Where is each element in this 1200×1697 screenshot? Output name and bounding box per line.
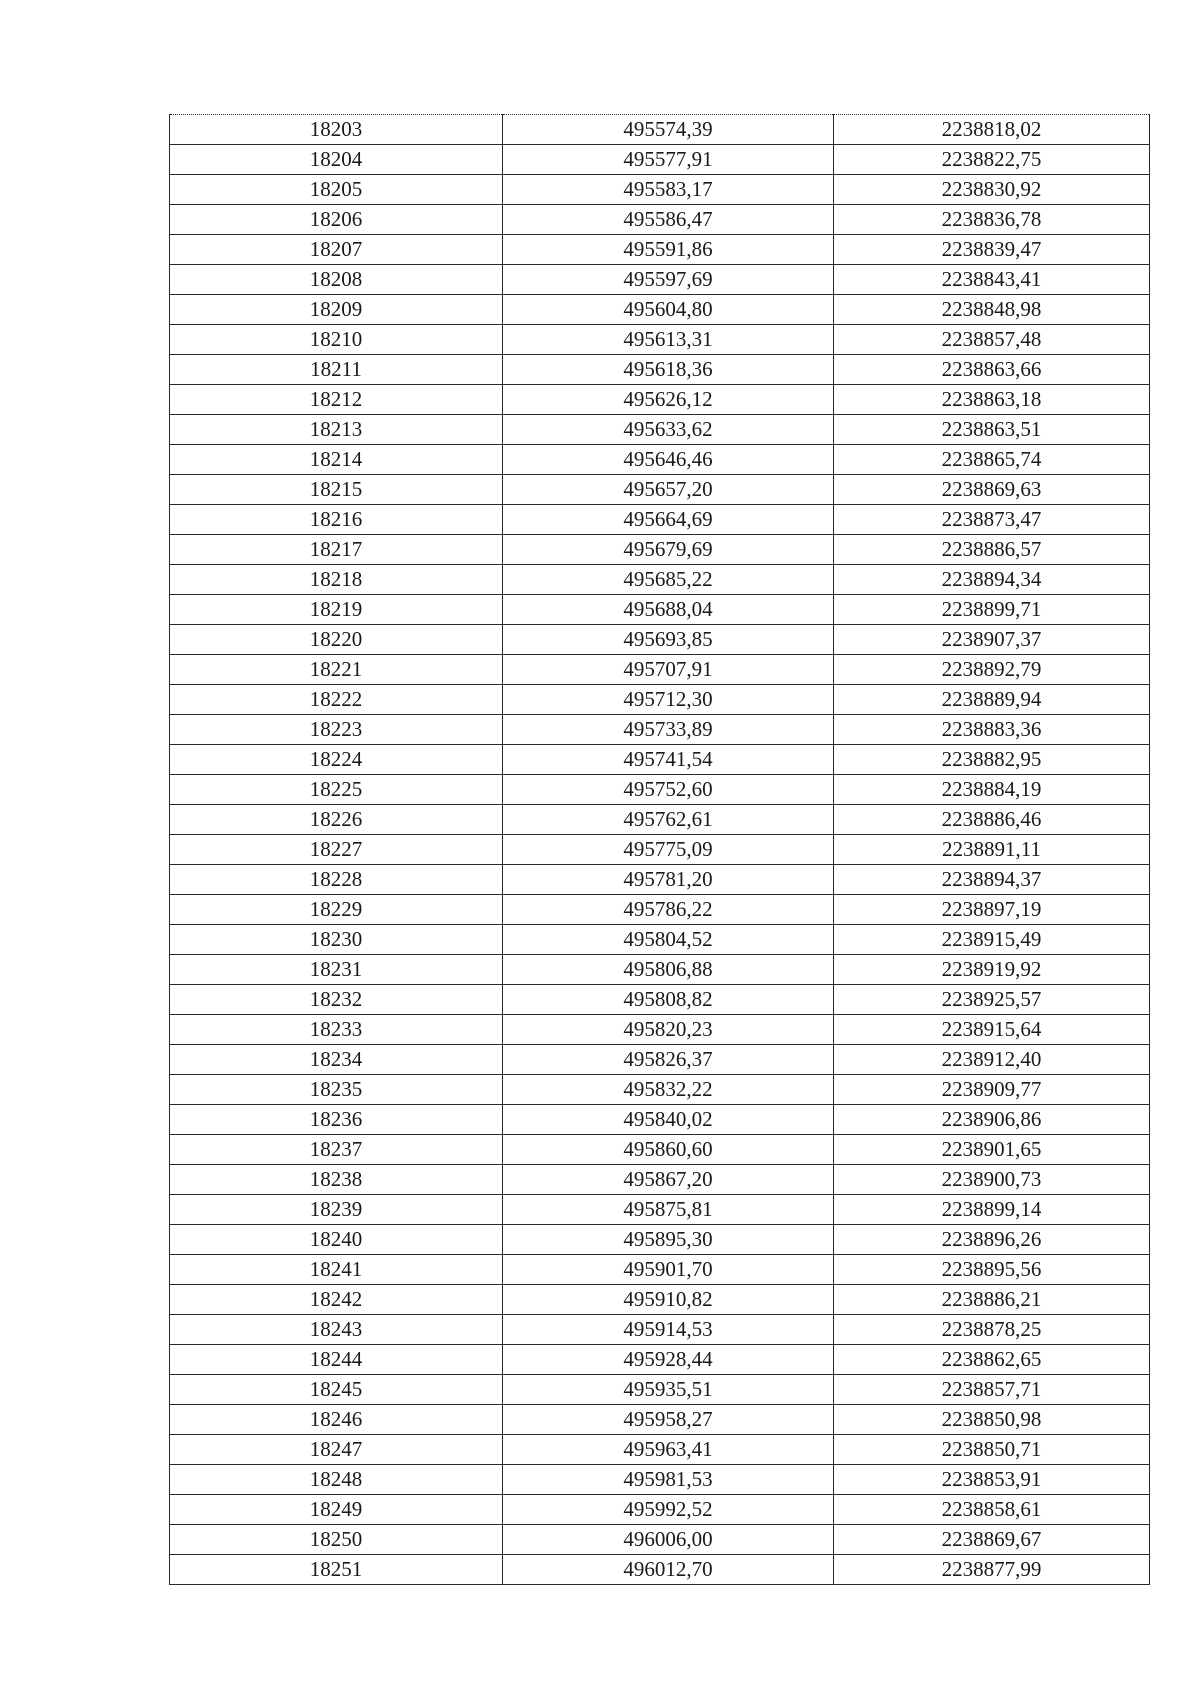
point-number-cell: 18217	[170, 535, 503, 565]
point-number-cell: 18241	[170, 1255, 503, 1285]
table-row	[170, 835, 1150, 865]
y-coordinate-cell: 2238900,73	[834, 1165, 1150, 1195]
table-row	[170, 1195, 1150, 1225]
point-number-cell: 18237	[170, 1135, 503, 1165]
table-row	[170, 175, 1150, 205]
y-coordinate-cell: 2238925,57	[834, 985, 1150, 1015]
table-row	[170, 1465, 1150, 1495]
y-coordinate-cell: 2238919,92	[834, 955, 1150, 985]
table-row	[170, 1375, 1150, 1405]
table-row	[170, 955, 1150, 985]
y-coordinate-cell: 2238889,94	[834, 685, 1150, 715]
table-row	[170, 745, 1150, 775]
table-row	[170, 985, 1150, 1015]
point-number-cell: 18232	[170, 985, 503, 1015]
x-coordinate-cell: 495664,69	[503, 505, 834, 535]
point-number-cell: 18222	[170, 685, 503, 715]
y-coordinate-cell: 2238886,21	[834, 1285, 1150, 1315]
x-coordinate-cell: 495626,12	[503, 385, 834, 415]
point-number-cell: 18204	[170, 145, 503, 175]
point-number-cell: 18218	[170, 565, 503, 595]
table-row	[170, 1525, 1150, 1555]
table-row	[170, 1225, 1150, 1255]
point-number-cell: 18235	[170, 1075, 503, 1105]
point-number-cell: 18214	[170, 445, 503, 475]
point-number-cell: 18239	[170, 1195, 503, 1225]
table-row	[170, 1255, 1150, 1285]
x-coordinate-cell: 496006,00	[503, 1525, 834, 1555]
table-row	[170, 1135, 1150, 1165]
x-coordinate-cell: 495914,53	[503, 1315, 834, 1345]
x-coordinate-cell: 495574,39	[503, 115, 834, 145]
x-coordinate-cell: 495618,36	[503, 355, 834, 385]
table-row	[170, 865, 1150, 895]
table-row	[170, 1165, 1150, 1195]
y-coordinate-cell: 2238899,14	[834, 1195, 1150, 1225]
y-coordinate-cell: 2238915,64	[834, 1015, 1150, 1045]
x-coordinate-cell: 495646,46	[503, 445, 834, 475]
point-number-cell: 18238	[170, 1165, 503, 1195]
point-number-cell: 18205	[170, 175, 503, 205]
y-coordinate-cell: 2238853,91	[834, 1465, 1150, 1495]
point-number-cell: 18211	[170, 355, 503, 385]
point-number-cell: 18230	[170, 925, 503, 955]
point-number-cell: 18229	[170, 895, 503, 925]
x-coordinate-cell: 495895,30	[503, 1225, 834, 1255]
table-row	[170, 115, 1150, 145]
table-row	[170, 355, 1150, 385]
table-row	[170, 475, 1150, 505]
x-coordinate-cell: 495707,91	[503, 655, 834, 685]
y-coordinate-cell: 2238882,95	[834, 745, 1150, 775]
y-coordinate-cell: 2238894,37	[834, 865, 1150, 895]
point-number-cell: 18242	[170, 1285, 503, 1315]
x-coordinate-cell: 495597,69	[503, 265, 834, 295]
point-number-cell: 18226	[170, 805, 503, 835]
table-row	[170, 1045, 1150, 1075]
table-row	[170, 925, 1150, 955]
table-row	[170, 595, 1150, 625]
table-row	[170, 535, 1150, 565]
y-coordinate-cell: 2238865,74	[834, 445, 1150, 475]
x-coordinate-cell: 495781,20	[503, 865, 834, 895]
y-coordinate-cell: 2238897,19	[834, 895, 1150, 925]
table-row	[170, 655, 1150, 685]
point-number-cell: 18236	[170, 1105, 503, 1135]
x-coordinate-cell: 495762,61	[503, 805, 834, 835]
point-number-cell: 18240	[170, 1225, 503, 1255]
point-number-cell: 18208	[170, 265, 503, 295]
x-coordinate-cell: 495733,89	[503, 715, 834, 745]
table-row	[170, 235, 1150, 265]
point-number-cell: 18212	[170, 385, 503, 415]
table-row	[170, 1345, 1150, 1375]
x-coordinate-cell: 495583,17	[503, 175, 834, 205]
table-row	[170, 295, 1150, 325]
y-coordinate-cell: 2238857,71	[834, 1375, 1150, 1405]
y-coordinate-cell: 2238857,48	[834, 325, 1150, 355]
x-coordinate-cell: 495613,31	[503, 325, 834, 355]
table-row	[170, 325, 1150, 355]
x-coordinate-cell: 495657,20	[503, 475, 834, 505]
y-coordinate-cell: 2238901,65	[834, 1135, 1150, 1165]
x-coordinate-cell: 495679,69	[503, 535, 834, 565]
point-number-cell: 18224	[170, 745, 503, 775]
y-coordinate-cell: 2238836,78	[834, 205, 1150, 235]
point-number-cell: 18206	[170, 205, 503, 235]
x-coordinate-cell: 495910,82	[503, 1285, 834, 1315]
y-coordinate-cell: 2238895,56	[834, 1255, 1150, 1285]
x-coordinate-cell: 495591,86	[503, 235, 834, 265]
y-coordinate-cell: 2238899,71	[834, 595, 1150, 625]
coordinates-table	[169, 114, 1150, 1585]
point-number-cell: 18219	[170, 595, 503, 625]
x-coordinate-cell: 495775,09	[503, 835, 834, 865]
table-row	[170, 1495, 1150, 1525]
point-number-cell: 18215	[170, 475, 503, 505]
y-coordinate-cell: 2238839,47	[834, 235, 1150, 265]
y-coordinate-cell: 2238896,26	[834, 1225, 1150, 1255]
table-row	[170, 1285, 1150, 1315]
point-number-cell: 18234	[170, 1045, 503, 1075]
x-coordinate-cell: 495935,51	[503, 1375, 834, 1405]
y-coordinate-cell: 2238843,41	[834, 265, 1150, 295]
y-coordinate-cell: 2238906,86	[834, 1105, 1150, 1135]
y-coordinate-cell: 2238884,19	[834, 775, 1150, 805]
x-coordinate-cell: 495820,23	[503, 1015, 834, 1045]
point-number-cell: 18249	[170, 1495, 503, 1525]
y-coordinate-cell: 2238883,36	[834, 715, 1150, 745]
table-row	[170, 1315, 1150, 1345]
table-row	[170, 385, 1150, 415]
point-number-cell: 18243	[170, 1315, 503, 1345]
x-coordinate-cell: 495867,20	[503, 1165, 834, 1195]
point-number-cell: 18221	[170, 655, 503, 685]
y-coordinate-cell: 2238822,75	[834, 145, 1150, 175]
table-row	[170, 415, 1150, 445]
point-number-cell: 18227	[170, 835, 503, 865]
point-number-cell: 18220	[170, 625, 503, 655]
table-row	[170, 1405, 1150, 1435]
y-coordinate-cell: 2238869,67	[834, 1525, 1150, 1555]
point-number-cell: 18203	[170, 115, 503, 145]
y-coordinate-cell: 2238830,92	[834, 175, 1150, 205]
table-row	[170, 265, 1150, 295]
point-number-cell: 18228	[170, 865, 503, 895]
table-row	[170, 565, 1150, 595]
y-coordinate-cell: 2238873,47	[834, 505, 1150, 535]
table-row	[170, 1015, 1150, 1045]
table-row	[170, 1105, 1150, 1135]
point-number-cell: 18225	[170, 775, 503, 805]
x-coordinate-cell: 495693,85	[503, 625, 834, 655]
y-coordinate-cell: 2238912,40	[834, 1045, 1150, 1075]
x-coordinate-cell: 495992,52	[503, 1495, 834, 1525]
x-coordinate-cell: 495804,52	[503, 925, 834, 955]
table-row	[170, 775, 1150, 805]
table-row	[170, 1075, 1150, 1105]
y-coordinate-cell: 2238863,18	[834, 385, 1150, 415]
point-number-cell: 18223	[170, 715, 503, 745]
x-coordinate-cell: 495901,70	[503, 1255, 834, 1285]
table-row	[170, 715, 1150, 745]
x-coordinate-cell: 495604,80	[503, 295, 834, 325]
x-coordinate-cell: 495958,27	[503, 1405, 834, 1435]
x-coordinate-cell: 495806,88	[503, 955, 834, 985]
table-row	[170, 895, 1150, 925]
x-coordinate-cell: 495963,41	[503, 1435, 834, 1465]
x-coordinate-cell: 495688,04	[503, 595, 834, 625]
x-coordinate-cell: 495633,62	[503, 415, 834, 445]
table-row	[170, 805, 1150, 835]
y-coordinate-cell: 2238877,99	[834, 1555, 1150, 1585]
point-number-cell: 18244	[170, 1345, 503, 1375]
y-coordinate-cell: 2238869,63	[834, 475, 1150, 505]
point-number-cell: 18233	[170, 1015, 503, 1045]
point-number-cell: 18216	[170, 505, 503, 535]
x-coordinate-cell: 495786,22	[503, 895, 834, 925]
point-number-cell: 18247	[170, 1435, 503, 1465]
y-coordinate-cell: 2238863,51	[834, 415, 1150, 445]
x-coordinate-cell: 496012,70	[503, 1555, 834, 1585]
point-number-cell: 18210	[170, 325, 503, 355]
y-coordinate-cell: 2238858,61	[834, 1495, 1150, 1525]
coordinates-table-body	[170, 115, 1150, 1585]
table-row	[170, 1555, 1150, 1585]
y-coordinate-cell: 2238907,37	[834, 625, 1150, 655]
y-coordinate-cell: 2238818,02	[834, 115, 1150, 145]
point-number-cell: 18213	[170, 415, 503, 445]
y-coordinate-cell: 2238863,66	[834, 355, 1150, 385]
x-coordinate-cell: 495840,02	[503, 1105, 834, 1135]
y-coordinate-cell: 2238850,71	[834, 1435, 1150, 1465]
x-coordinate-cell: 495752,60	[503, 775, 834, 805]
y-coordinate-cell: 2238886,57	[834, 535, 1150, 565]
x-coordinate-cell: 495586,47	[503, 205, 834, 235]
point-number-cell: 18209	[170, 295, 503, 325]
table-row	[170, 205, 1150, 235]
x-coordinate-cell: 495685,22	[503, 565, 834, 595]
point-number-cell: 18246	[170, 1405, 503, 1435]
x-coordinate-cell: 495875,81	[503, 1195, 834, 1225]
y-coordinate-cell: 2238886,46	[834, 805, 1150, 835]
table-row	[170, 505, 1150, 535]
x-coordinate-cell: 495808,82	[503, 985, 834, 1015]
table-row	[170, 625, 1150, 655]
x-coordinate-cell: 495712,30	[503, 685, 834, 715]
y-coordinate-cell: 2238878,25	[834, 1315, 1150, 1345]
point-number-cell: 18245	[170, 1375, 503, 1405]
x-coordinate-cell: 495981,53	[503, 1465, 834, 1495]
y-coordinate-cell: 2238892,79	[834, 655, 1150, 685]
y-coordinate-cell: 2238915,49	[834, 925, 1150, 955]
table-row	[170, 445, 1150, 475]
table-row	[170, 145, 1150, 175]
point-number-cell: 18250	[170, 1525, 503, 1555]
point-number-cell: 18251	[170, 1555, 503, 1585]
y-coordinate-cell: 2238909,77	[834, 1075, 1150, 1105]
x-coordinate-cell: 495860,60	[503, 1135, 834, 1165]
table-row	[170, 1435, 1150, 1465]
y-coordinate-cell: 2238850,98	[834, 1405, 1150, 1435]
table-row	[170, 685, 1150, 715]
x-coordinate-cell: 495577,91	[503, 145, 834, 175]
y-coordinate-cell: 2238891,11	[834, 835, 1150, 865]
x-coordinate-cell: 495741,54	[503, 745, 834, 775]
y-coordinate-cell: 2238848,98	[834, 295, 1150, 325]
point-number-cell: 18207	[170, 235, 503, 265]
y-coordinate-cell: 2238862,65	[834, 1345, 1150, 1375]
point-number-cell: 18231	[170, 955, 503, 985]
y-coordinate-cell: 2238894,34	[834, 565, 1150, 595]
point-number-cell: 18248	[170, 1465, 503, 1495]
x-coordinate-cell: 495928,44	[503, 1345, 834, 1375]
x-coordinate-cell: 495826,37	[503, 1045, 834, 1075]
x-coordinate-cell: 495832,22	[503, 1075, 834, 1105]
